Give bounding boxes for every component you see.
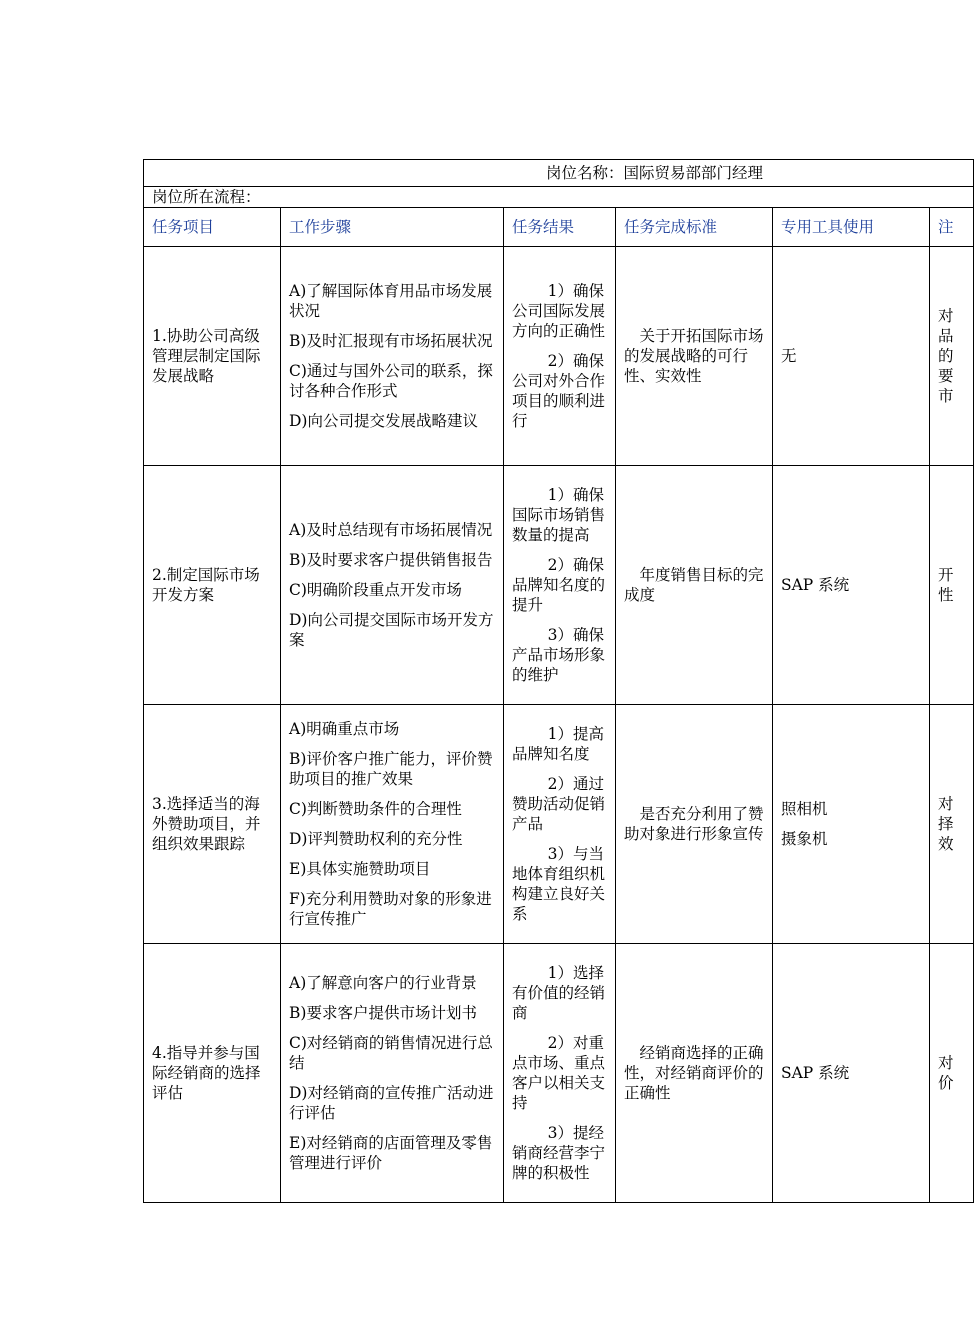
result-item: 3）与当地体育组织机构建立良好关系: [512, 845, 606, 923]
note-char: 效: [938, 835, 954, 853]
step-item: C)明确阶段重点开发市场: [289, 581, 462, 599]
step-item: D)向公司提交发展战略建议: [289, 412, 478, 430]
process-label: 岗位所在流程：: [144, 187, 974, 208]
standard-text: 是否充分利用了赞助对象进行形象宣传: [624, 805, 764, 843]
table-row: [144, 466, 974, 705]
result-item: 1）提高品牌知名度: [512, 725, 605, 763]
task-cell: 3.选择适当的海外赞助项目，并组织效果跟踪: [144, 705, 281, 944]
note-char: 品: [938, 327, 954, 345]
note-char: 择: [938, 815, 954, 833]
note-cell: [930, 466, 974, 705]
tool-item: SAP 系统: [781, 1064, 850, 1082]
step-item: B)评价客户推广能力，评价赞助项目的推广效果: [289, 750, 493, 788]
step-item: D)向公司提交国际市场开发方案: [289, 611, 494, 649]
note-char: 对: [938, 795, 954, 813]
page-title: 岗位名称：国际贸易部部门经理: [546, 164, 764, 182]
note-cell: [930, 705, 974, 944]
step-item: B)及时汇报现有市场拓展状况: [289, 332, 493, 350]
tool-item: 照相机: [781, 800, 828, 818]
standard-text: 关于开拓国际市场的发展战略的可行性、实效性: [624, 327, 764, 385]
tools-cell: [773, 705, 930, 944]
note-char: 的: [938, 347, 954, 365]
results-cell: [504, 944, 616, 1203]
header-row: [144, 208, 974, 247]
result-item: 2）确保公司对外合作项目的顺利进行: [512, 352, 606, 430]
table-row: [144, 705, 974, 944]
result-item: 2）对重点市场、重点客户以相关支持: [512, 1034, 606, 1112]
result-item: 3）提经销商经营李宁牌的积极性: [512, 1124, 606, 1182]
note-cell: [930, 247, 974, 466]
job-description-table: [143, 159, 974, 1203]
header-standard: 任务完成标准: [616, 208, 773, 247]
tools-cell: [773, 247, 930, 466]
step-item: F)充分利用赞助对象的形象进行宣传推广: [289, 890, 492, 928]
result-item: 1）选择有价值的经销商: [512, 964, 606, 1022]
steps-cell: [281, 466, 504, 705]
header-tools: 专用工具使用: [773, 208, 930, 247]
tool-item: 摄象机: [781, 830, 828, 848]
task-cell: 4.指导并参与国际经销商的选择评估: [144, 944, 281, 1203]
note-char: 对: [938, 1054, 954, 1072]
standard-cell: [616, 944, 773, 1203]
results-cell: [504, 466, 616, 705]
tool-item: SAP 系统: [781, 576, 850, 594]
step-item: D)评判赞助权利的充分性: [289, 830, 463, 848]
task-cell: 1.协助公司高级管理层制定国际发展战略: [144, 247, 281, 466]
header-task: 任务项目: [144, 208, 281, 247]
standard-cell: [616, 466, 773, 705]
header-results: 任务结果: [504, 208, 616, 247]
step-item: C)判断赞助条件的合理性: [289, 800, 462, 818]
task-cell: 2.制定国际市场开发方案: [144, 466, 281, 705]
note-char: 性: [938, 586, 954, 604]
step-item: E)具体实施赞助项目: [289, 860, 431, 878]
tools-cell: [773, 944, 930, 1203]
standard-cell: [616, 247, 773, 466]
result-item: 2）通过赞助活动促销产品: [512, 775, 606, 833]
step-item: A)明确重点市场: [289, 720, 400, 738]
process-row: [144, 187, 974, 208]
header-note: 注: [930, 208, 974, 247]
note-char: 对: [938, 307, 954, 325]
result-item: 1）确保国际市场销售数量的提高: [512, 486, 606, 544]
step-item: D)对经销商的宣传推广活动进行评估: [289, 1084, 494, 1122]
header-steps: 工作步骤: [281, 208, 504, 247]
steps-cell: [281, 705, 504, 944]
step-item: A)了解意向客户的行业背景: [289, 974, 477, 992]
steps-cell: [281, 944, 504, 1203]
note-char: 市: [938, 387, 954, 405]
step-item: B)及时要求客户提供销售报告: [289, 551, 493, 569]
table-row: [144, 247, 974, 466]
standard-text: 年度销售目标的完成度: [624, 566, 764, 604]
result-item: 1）确保公司国际发展方向的正确性: [512, 282, 606, 340]
step-item: E)对经销商的店面管理及零售管理进行评价: [289, 1134, 493, 1172]
tool-item: 无: [781, 347, 797, 365]
step-item: B)要求客户提供市场计划书: [289, 1004, 477, 1022]
table-row: [144, 944, 974, 1203]
note-cell: [930, 944, 974, 1203]
note-char: 要: [938, 367, 954, 385]
result-item: 3）确保产品市场形象的维护: [512, 626, 606, 684]
note-char: 开: [938, 566, 954, 584]
results-cell: [504, 247, 616, 466]
steps-cell: [281, 247, 504, 466]
step-item: A)及时总结现有市场拓展情况: [289, 521, 493, 539]
results-cell: [504, 705, 616, 944]
title-row: [144, 160, 974, 187]
note-char: 价: [938, 1074, 954, 1092]
standard-text: 经销商选择的正确性，对经销商评价的正确性: [624, 1044, 764, 1102]
step-item: C)通过与国外公司的联系，探讨各种合作形式: [289, 362, 493, 400]
tools-cell: [773, 466, 930, 705]
standard-cell: [616, 705, 773, 944]
step-item: A)了解国际体育用品市场发展状况: [289, 282, 493, 320]
step-item: C)对经销商的销售情况进行总结: [289, 1034, 493, 1072]
result-item: 2）确保品牌知名度的提升: [512, 556, 606, 614]
